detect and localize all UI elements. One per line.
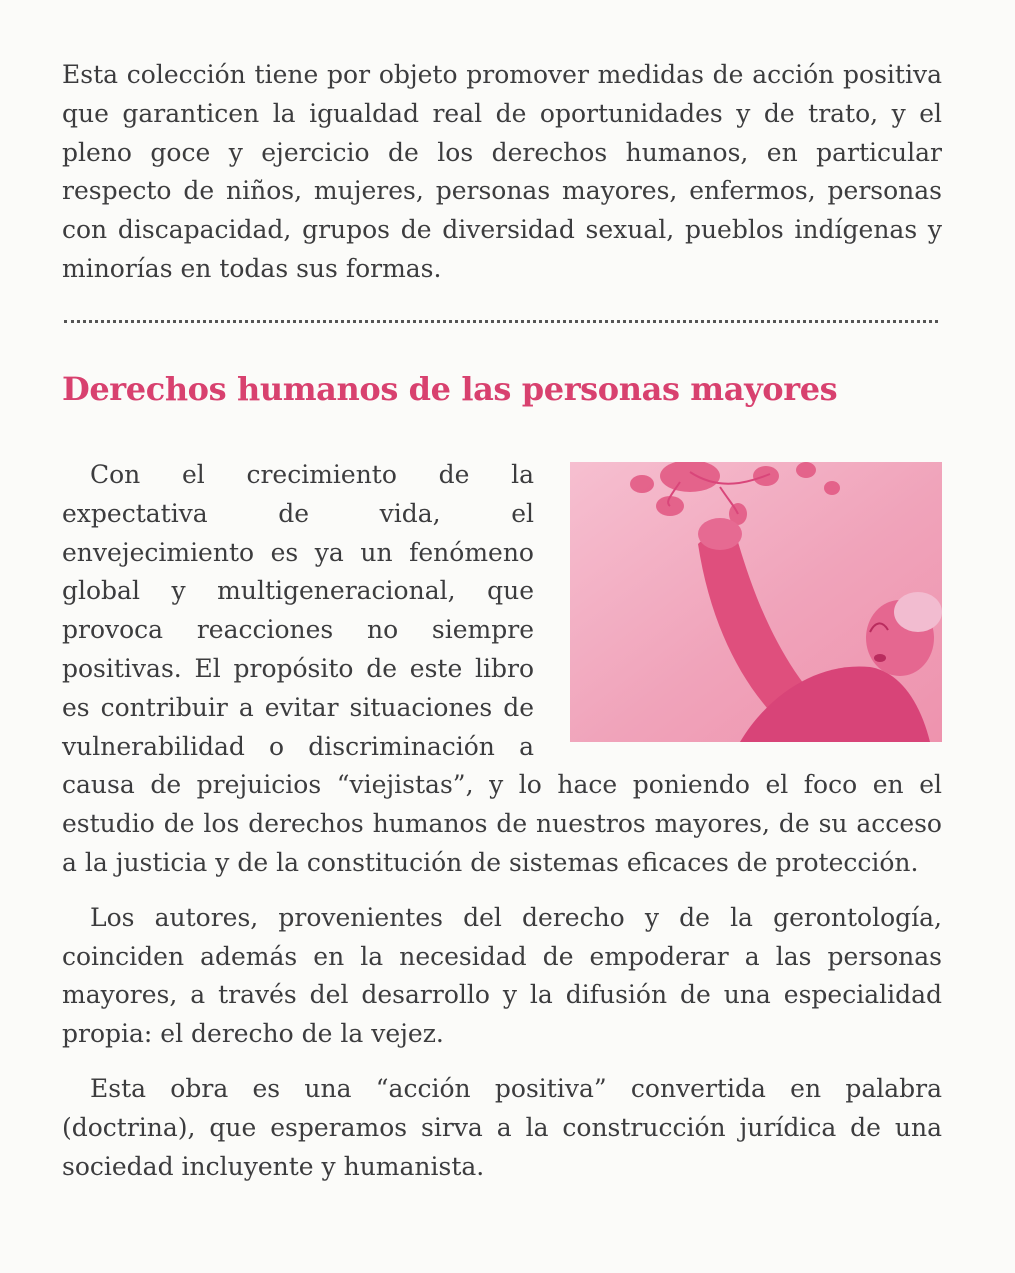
body-paragraph-1: Con el crecimiento de la expectativa de vida, el envejecimiento es ya un fenómeno global y multigeneracional, que provoca reacciones no siempre positivas. El propósito de este libro es contribuir a evitar situaciones de vulnerabilidad o discriminación a causa de prejuicios “viejistas”, y lo hace poniendo el foco en el estudio de los derechos humanos de nuestros mayores, de su acceso a la justicia y de la constitución de sistemas eficaces de protección. — [62, 460, 942, 877]
body-paragraph-2: Los autores, provenientes del derecho y de la gerontología, coinciden además en la necesidad de empoderar a las personas mayores, a través del desarrollo y la difusión de una especialidad propia: el derecho de la vejez. — [62, 902, 942, 1049]
section-heading: Derechos humanos de las personas mayores — [62, 370, 838, 408]
dotted-divider — [64, 320, 938, 323]
elderly-woman-reaching-photo — [570, 462, 942, 742]
body-paragraph-3: Esta obra es una “acción positiva” convertida en palabra (doctrina), que esperamos sirva a la construcción jurídica de una sociedad incluyente y humanista. — [62, 1073, 942, 1181]
collection-intro-paragraph: Esta colección tiene por objeto promover medidas de acción positiva que garanticen la igualdad real de oportunidades y de trato, y el pleno goce y ejercicio de los derechos humanos, en particular respecto de niños, mujeres, personas mayores, enfermos, personas con discapacidad, grupos de diversidad sexual, pueblos indígenas y minorías en todas sus formas. — [62, 60, 942, 283]
photo-illustration — [570, 462, 942, 742]
section-body — [62, 456, 942, 1202]
